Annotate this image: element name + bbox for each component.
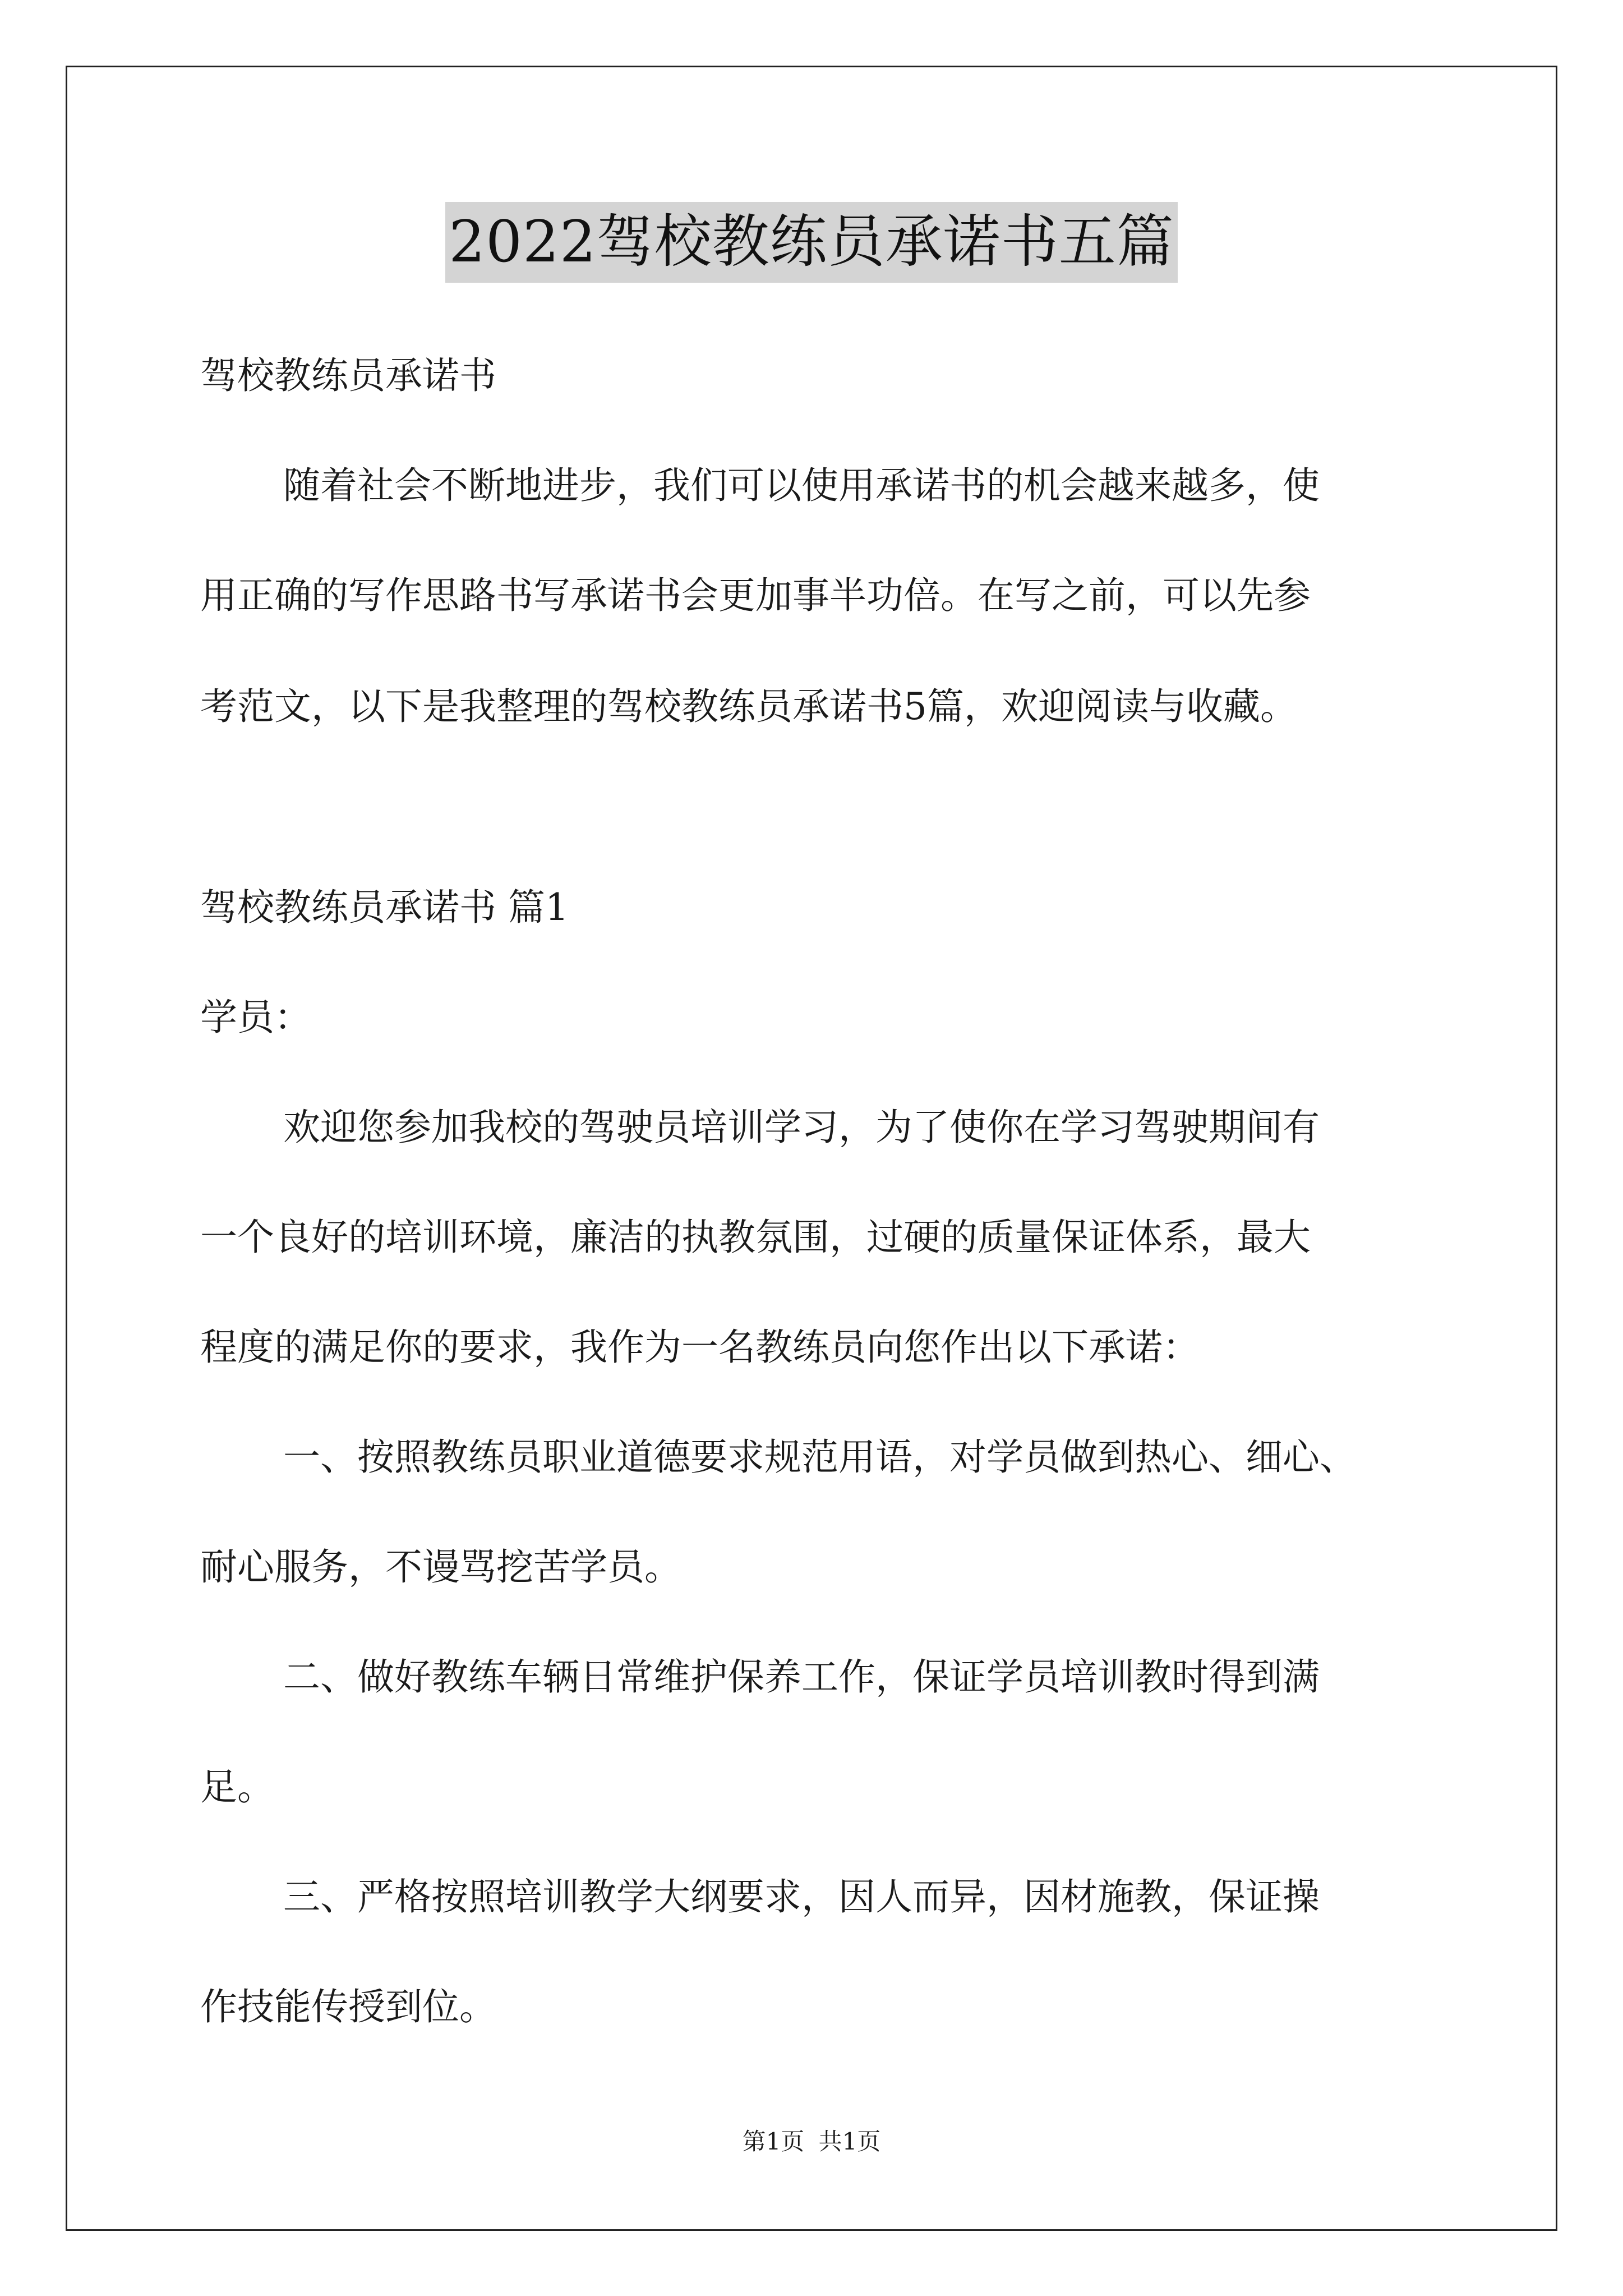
paragraph-line: 欢迎您参加我校的驾驶员培训学习，为了使你在学习驾驶期间有 <box>283 1106 1320 1149</box>
paragraph-line: 程度的满足你的要求，我作为一名教练员向您作出以下承诺： <box>200 1326 1200 1369</box>
paragraph-line: 考范文，以下是我整理的驾校教练员承诺书5篇，欢迎阅读与收藏。 <box>200 685 1297 728</box>
title-container <box>0 202 1623 283</box>
salutation: 学员： <box>200 996 311 1039</box>
section-heading: 驾校教练员承诺书 篇1 <box>200 886 569 929</box>
list-item-line: 耐心服务，不谩骂挖苦学员。 <box>200 1545 681 1589</box>
list-item-line: 二、做好教练车辆日常维护保养工作，保证学员培训教时得到满 <box>283 1655 1320 1699</box>
list-item-line: 三、严格按照培训教学大纲要求，因人而异，因材施教，保证操 <box>283 1875 1320 1918</box>
paragraph-line: 随着社会不断地进步，我们可以使用承诺书的机会越来越多，使 <box>283 464 1320 507</box>
page-footer <box>0 2126 1623 2157</box>
list-item-line: 足。 <box>200 1765 274 1809</box>
list-item-line: 作技能传授到位。 <box>200 1985 496 2028</box>
paragraph-line: 用正确的写作思路书写承诺书会更加事半功倍。在写之前，可以先参 <box>200 574 1311 617</box>
list-item-line: 一、按照教练员职业道德要求规范用语，对学员做到热心、细心、 <box>283 1435 1357 1479</box>
section-heading: 驾校教练员承诺书 <box>200 354 496 397</box>
page-total: 共1页 <box>818 2128 881 2155</box>
paragraph-line: 一个良好的培训环境，廉洁的执教氛围，过硬的质量保证体系，最大 <box>200 1216 1311 1259</box>
page-number: 第1页 <box>742 2128 805 2155</box>
document-title: 2022驾校教练员承诺书五篇 <box>445 202 1178 283</box>
